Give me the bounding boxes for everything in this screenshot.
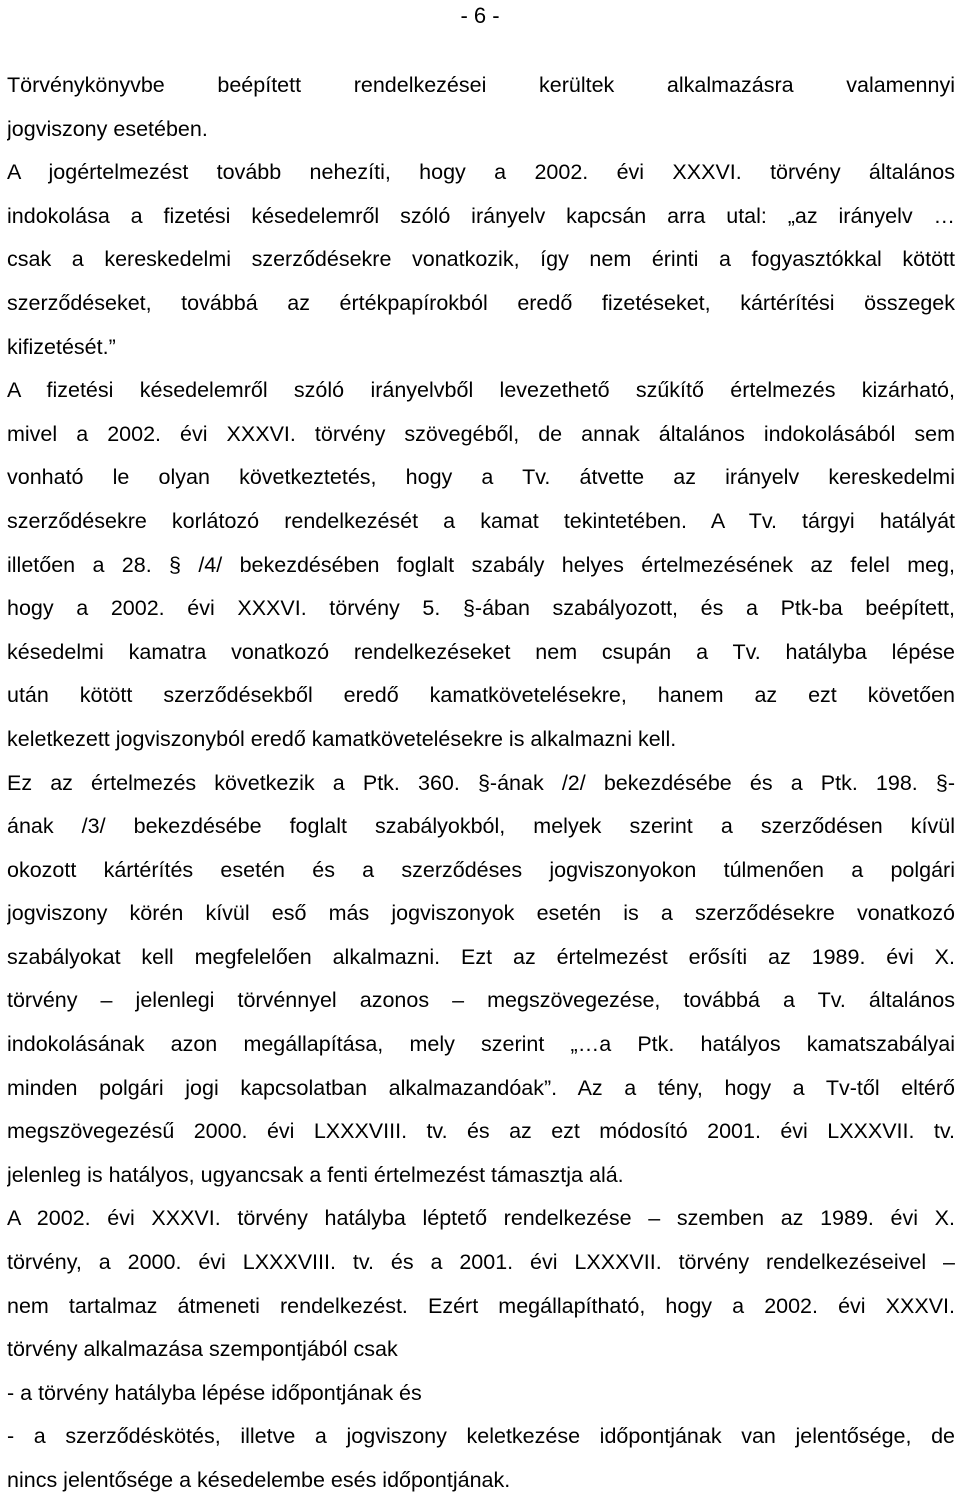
text-line: indokolása a fizetési késedelemről szóló irányelv kapcsán arra utal: „az irányelv … (7, 203, 955, 228)
text-line: hogy a 2002. évi XXXVI. törvény 5. §-ában szabályozott, és a Ptk-ba beépített, (7, 596, 955, 621)
text-line: indokolásának azon megállapítása, mely szerint „…a Ptk. hatályos kamatszabályai (7, 1032, 955, 1057)
text-line: keletkezett jogviszonyból eredő kamatkövetelésekre is alkalmazni kell. (7, 726, 677, 751)
text-line: - a szerződéskötés, illetve a jogviszony keletkezése időpontjának van jelentősége, de (7, 1424, 955, 1449)
text-line: illetően a 28. § /4/ bekezdésében foglalt szabály helyes értelmezésének az felel meg, (7, 552, 955, 577)
text-line: A fizetési késedelemről szóló irányelvből levezethető szűkítő értelmezés kizárható, (7, 378, 955, 403)
text-line: szabályokat kell megfelelően alkalmazni. Ezt az értelmezést erősíti az 1989. évi X. (7, 944, 955, 969)
text-line: szerződéseket, továbbá az értékpapírokból eredő fizetéseket, kártérítési összegek (7, 290, 955, 315)
text-line: ának /3/ bekezdésébe foglalt szabályokból, melyek szerint a szerződésen kívül (7, 814, 955, 839)
text-line: A jogértelmezést tovább nehezíti, hogy a 2002. évi XXXVI. törvény általános (7, 160, 955, 185)
text-line: - a törvény hatályba lépése időpontjának és (7, 1380, 422, 1405)
text-line: jogviszony esetében. (7, 116, 208, 141)
text-line: megszövegezésű 2000. évi LXXXVIII. tv. és az ezt módosító 2001. évi LXXXVII. tv. (7, 1119, 955, 1144)
text-line: jogviszony körén kívül eső más jogviszonyok esetén is a szerződésekre vonatkozó (7, 901, 955, 926)
text-line: Ez az értelmezés következik a Ptk. 360. §-ának /2/ bekezdésébe és a Ptk. 198. §- (7, 770, 955, 795)
text-line: okozott kártérítés esetén és a szerződéses jogviszonyokon túlmenően a polgári (7, 857, 955, 882)
document-body (7, 64, 955, 1503)
text-line: késedelmi kamatra vonatkozó rendelkezéseket nem csupán a Tv. hatályba lépése (7, 639, 955, 664)
text-line: nem tartalmaz átmeneti rendelkezést. Ezért megállapítható, hogy a 2002. évi XXXVI. (7, 1293, 955, 1318)
text-line: mivel a 2002. évi XXXVI. törvény szövegéből, de annak általános indokolásából sem (7, 421, 955, 446)
text-line: törvény, a 2000. évi LXXXVIII. tv. és a 2001. évi LXXXVII. törvény rendelkezéseivel – (7, 1250, 955, 1275)
text-line: kifizetését.” (7, 334, 116, 359)
page-number: - 6 - (460, 3, 500, 28)
text-line: csak a kereskedelmi szerződésekre vonatkozik, így nem érinti a fogyasztókkal kötött (7, 247, 955, 272)
text-line: nincs jelentősége a késedelembe esés időpontjának. (7, 1468, 511, 1492)
text-line: vonható le olyan következtetés, hogy a Tv. átvette az irányelv kereskedelmi (7, 465, 955, 490)
text-line: jelenleg is hatályos, ugyancsak a fenti értelmezést támasztja alá. (7, 1162, 624, 1187)
text-line: törvény alkalmazása szempontjából csak (7, 1337, 398, 1362)
text-line: után kötött szerződésekből eredő kamatkövetelésekre, hanem az ezt követően (7, 683, 955, 708)
text-line: szerződésekre korlátozó rendelkezését a kamat tekintetében. A Tv. tárgyi hatályát (7, 508, 955, 533)
text-line: A 2002. évi XXXVI. törvény hatályba léptető rendelkezése – szemben az 1989. évi X. (7, 1206, 955, 1231)
text-line: minden polgári jogi kapcsolatban alkalmazandóak”. Az a tény, hogy a Tv-től eltérő (7, 1075, 955, 1100)
text-line: Törvénykönyvbe beépített rendelkezései kerültek alkalmazásra valamennyi (7, 73, 955, 97)
text-line: törvény – jelenlegi törvénnyel azonos – megszövegezése, továbbá a Tv. általános (7, 988, 955, 1013)
